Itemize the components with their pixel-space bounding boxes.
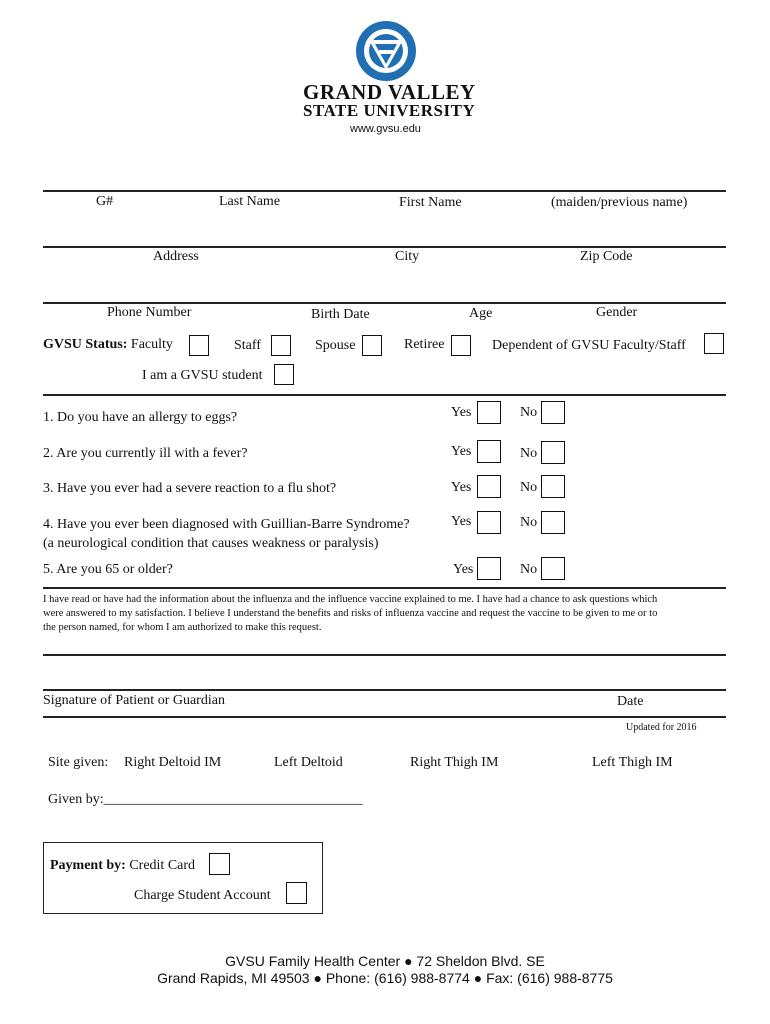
no-label: No	[520, 446, 538, 461]
consent-line-2: were answered to my satisfaction. I believe I understand the benefits and risks of influenza vaccine and request the vaccine to be given to me or to	[43, 608, 658, 619]
address-label: Address	[153, 249, 199, 264]
given-by-row[interactable]	[48, 792, 363, 808]
dependent-label: Dependent of GVSU Faculty/Staff	[492, 338, 686, 353]
last-name-label: Last Name	[219, 194, 281, 209]
faculty-label: Faculty	[130, 337, 173, 352]
credit-card-checkbox[interactable]	[209, 853, 230, 875]
g-number-label: G#	[96, 194, 114, 209]
divider	[43, 394, 726, 396]
given-by-label: Given by:	[48, 792, 104, 807]
gvsu-logo	[300, 20, 476, 140]
q4-no-checkbox[interactable]	[541, 511, 565, 534]
no-label: No	[520, 405, 538, 420]
zip-code-label: Zip Code	[580, 249, 633, 264]
q1-yes-checkbox[interactable]	[477, 401, 501, 424]
logo-line-1: GRAND VALLEY	[303, 80, 476, 104]
spouse-checkbox[interactable]	[362, 335, 382, 356]
consent-line-1: I have read or have had the information about the influenza and the influence vaccine explained to me. I have had a chance to ask questions which	[43, 594, 658, 605]
gvsu-emblem-icon	[355, 20, 417, 82]
status-row	[43, 337, 173, 353]
question-2: 2. Are you currently ill with a fever?	[43, 446, 248, 461]
yes-label: Yes	[451, 405, 472, 420]
footer-line-1: GVSU Family Health Center ● 72 Sheldon Blvd. SE	[225, 953, 545, 969]
right-deltoid-option[interactable]: Right Deltoid IM	[124, 755, 222, 770]
yes-label: Yes	[451, 480, 472, 495]
student-account-checkbox[interactable]	[286, 882, 307, 904]
consent-line-3: the person named, for whom I am authorized to make this request.	[43, 622, 322, 633]
question-3: 3. Have you ever had a severe reaction to a flu shot?	[43, 481, 337, 496]
student-label: I am a GVSU student	[142, 368, 263, 383]
q1-no-checkbox[interactable]	[541, 401, 565, 424]
student-checkbox[interactable]	[274, 364, 294, 385]
logo-url: www.gvsu.edu	[350, 123, 421, 135]
city-label: City	[395, 249, 420, 264]
q2-yes-checkbox[interactable]	[477, 440, 501, 463]
birth-date-label: Birth Date	[311, 307, 370, 322]
no-label: No	[520, 562, 538, 577]
age-label: Age	[469, 306, 493, 321]
right-thigh-option[interactable]: Right Thigh IM	[410, 755, 499, 770]
updated-note: Updated for 2016	[626, 722, 697, 733]
question-1: 1. Do you have an allergy to eggs?	[43, 410, 238, 425]
divider	[43, 654, 726, 656]
staff-label: Staff	[234, 338, 261, 353]
first-name-label: First Name	[399, 195, 462, 210]
divider	[43, 302, 726, 304]
divider	[43, 246, 726, 248]
credit-card-label: Credit Card	[129, 858, 196, 873]
q5-no-checkbox[interactable]	[541, 557, 565, 580]
phone-number-label: Phone Number	[107, 305, 192, 320]
left-thigh-option[interactable]: Left Thigh IM	[592, 755, 673, 770]
retiree-checkbox[interactable]	[451, 335, 471, 356]
signature-label: Signature of Patient or Guardian	[43, 693, 225, 708]
retiree-label: Retiree	[404, 337, 445, 352]
question-4-note: (a neurological condition that causes weakness or paralysis)	[43, 536, 379, 551]
given-by-line[interactable]: _____________________________________	[103, 792, 363, 807]
student-account-label: Charge Student Account	[134, 888, 271, 903]
site-given-label: Site given:	[48, 755, 109, 770]
left-deltoid-option[interactable]: Left Deltoid	[274, 755, 343, 770]
divider	[43, 587, 726, 589]
q5-yes-checkbox[interactable]	[477, 557, 501, 580]
status-label: GVSU Status:	[43, 337, 128, 352]
yes-label: Yes	[451, 444, 472, 459]
footer-line-2: Grand Rapids, MI 49503 ● Phone: (616) 988-8774 ● Fax: (616) 988-8775	[157, 970, 613, 986]
q3-no-checkbox[interactable]	[541, 475, 565, 498]
maiden-name-label: (maiden/previous name)	[551, 195, 688, 210]
q2-no-checkbox[interactable]	[541, 441, 565, 464]
payment-label: Payment by:	[50, 858, 126, 873]
divider	[43, 716, 726, 718]
no-label: No	[520, 480, 538, 495]
spouse-label: Spouse	[315, 338, 356, 353]
question-5: 5. Are you 65 or older?	[43, 562, 173, 577]
staff-checkbox[interactable]	[271, 335, 291, 356]
dependent-checkbox[interactable]	[704, 333, 724, 354]
gender-label: Gender	[596, 305, 638, 320]
yes-label: Yes	[451, 514, 472, 529]
logo-line-2: STATE UNIVERSITY	[303, 101, 476, 120]
yes-label: Yes	[453, 562, 474, 577]
date-label: Date	[617, 694, 644, 709]
faculty-checkbox[interactable]	[189, 335, 209, 356]
no-label: No	[520, 515, 538, 530]
question-4: 4. Have you ever been diagnosed with Guillian-Barre Syndrome?	[43, 517, 410, 532]
payment-row	[50, 858, 195, 874]
signature-line[interactable]	[43, 689, 726, 691]
q3-yes-checkbox[interactable]	[477, 475, 501, 498]
q4-yes-checkbox[interactable]	[477, 511, 501, 534]
divider	[43, 190, 726, 192]
